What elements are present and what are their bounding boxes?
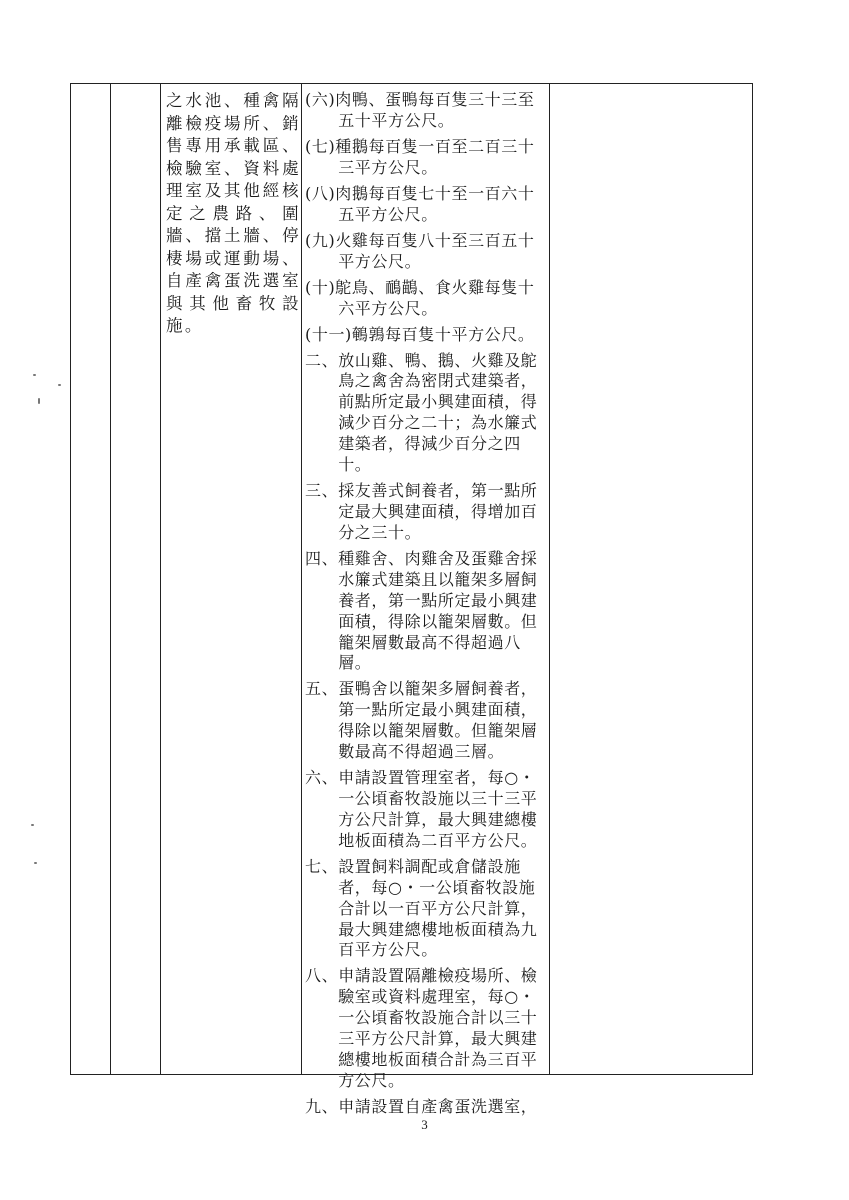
cell-line: 售專用承載區、 xyxy=(166,136,301,155)
regulation-line: 五平方公尺。 xyxy=(305,204,438,224)
regulation-line: 方公尺計算，最大興建總樓 xyxy=(305,809,538,829)
regulation-line: 層。 xyxy=(305,653,372,673)
regulation-line: 六、申請設置管理室者，每○・ xyxy=(305,768,536,788)
regulation-line: 減少百分之二十；為水簾式 xyxy=(305,413,538,433)
regulation-item xyxy=(305,351,553,476)
regulation-line: 水簾式建築且以籠架多層飼 xyxy=(305,569,538,589)
regulation-line: 地板面積為二百平方公尺。 xyxy=(305,830,538,850)
regulation-text-cell xyxy=(305,90,553,1118)
regulation-item xyxy=(305,184,553,226)
regulation-line: 三平方公尺。 xyxy=(305,157,438,177)
regulation-line: 平方公尺。 xyxy=(305,251,422,271)
regulation-item xyxy=(305,90,553,132)
column-divider xyxy=(160,84,161,1074)
regulation-line: (九)火雞每百隻八十至三百五十 xyxy=(305,230,535,250)
regulation-line: 總樓地板面積合計為三百平 xyxy=(305,1050,538,1070)
regulation-line: 最大興建總樓地板面積為九 xyxy=(305,919,538,939)
regulation-item xyxy=(305,481,553,544)
regulation-line: 二、放山雞、鴨、鵝、火雞及鴕 xyxy=(305,350,538,370)
regulation-line: 十。 xyxy=(305,455,372,475)
facility-items-cell xyxy=(166,90,301,338)
scan-speck xyxy=(58,384,61,386)
scan-speck xyxy=(31,824,34,826)
regulation-line: (七)種鵝每百隻一百至二百三十 xyxy=(305,136,535,156)
scan-speck xyxy=(38,398,40,404)
regulation-line: 百平方公尺。 xyxy=(305,940,438,960)
regulation-item xyxy=(305,857,553,962)
regulation-line: (八)肉鵝每百隻七十至一百六十 xyxy=(305,183,535,203)
cell-line: 自產禽蛋洗選室 xyxy=(166,271,301,290)
regulation-line: (十)鴕鳥、鴯鶓、食火雞每隻十 xyxy=(305,277,535,297)
regulation-line: 前點所定最小興建面積，得 xyxy=(305,392,538,412)
regulation-line: 鳥之禽舍為密閉式建築者， xyxy=(305,371,538,391)
regulation-line: 五十平方公尺。 xyxy=(305,110,455,130)
regulation-line: (六)肉鴨、蛋鴨每百隻三十三至 xyxy=(305,90,535,109)
regulation-line: 籠架層數最高不得超過八 xyxy=(305,632,521,652)
cell-line: 離檢疫場所、銷 xyxy=(166,113,301,133)
regulation-item xyxy=(305,679,553,763)
regulation-line: 九、申請設置自產禽蛋洗選室， xyxy=(305,1097,538,1116)
regulation-line: 數最高不得超過三層。 xyxy=(305,742,505,762)
regulation-line: 方公尺。 xyxy=(305,1071,405,1090)
cell-line: 檢驗室、資料處 xyxy=(166,158,301,178)
regulation-line: 五、蛋鴨舍以籠架多層飼養者， xyxy=(305,679,538,699)
regulation-line: 定最大興建面積，得增加百 xyxy=(305,501,538,521)
regulation-item xyxy=(305,768,553,852)
regulation-line: 驗室或資料處理室，每○・ xyxy=(305,987,536,1007)
page-number: 3 xyxy=(421,1117,428,1132)
regulation-item xyxy=(305,325,553,346)
regulation-item xyxy=(305,137,553,179)
scan-speck xyxy=(34,862,37,864)
regulation-table xyxy=(70,83,753,1116)
regulation-line: 分之三十。 xyxy=(305,522,422,542)
regulation-item xyxy=(305,231,553,273)
regulation-line: 一公頃畜牧設施合計以三十 xyxy=(305,1008,538,1028)
scan-speck xyxy=(33,374,36,376)
regulation-line: 合計以一百平方公尺計算， xyxy=(305,898,538,918)
regulation-line: 第一點所定最小興建面積， xyxy=(305,700,538,720)
regulation-item xyxy=(305,966,553,1091)
cell-line: 理室及其他經核 xyxy=(166,181,301,200)
regulation-line: 建築者，得減少百分之四 xyxy=(305,434,521,454)
column-divider xyxy=(110,84,111,1074)
regulation-line: 面積，得除以籠架層數。但 xyxy=(305,611,538,631)
cell-line: 與其他畜牧設 xyxy=(166,293,301,313)
cell-line: 之水池、種禽隔 xyxy=(166,91,301,110)
regulation-line: 八、申請設置隔離檢疫場所、檢 xyxy=(305,966,538,986)
cell-line: 棲場或運動場、 xyxy=(166,248,301,268)
regulation-line: 七、設置飼料調配或倉儲設施 xyxy=(305,856,521,876)
cell-line: 牆、擋土牆、停 xyxy=(166,226,301,245)
regulation-line: 者，每○・一公頃畜牧設施 xyxy=(305,877,536,897)
cell-line: 施。 xyxy=(166,316,204,335)
regulation-line: 三平方公尺計算，最大興建 xyxy=(305,1029,538,1049)
regulation-line: 四、種雞舍、肉雞舍及蛋雞舍採 xyxy=(305,548,538,568)
regulation-line: 六平方公尺。 xyxy=(305,298,438,318)
regulation-item xyxy=(305,1097,553,1118)
regulation-line: 一公頃畜牧設施以三十三平 xyxy=(305,789,538,809)
regulation-item xyxy=(305,549,553,674)
column-divider xyxy=(301,84,302,1074)
cell-line: 定之農路、圍 xyxy=(166,203,301,223)
regulation-line: (十一)鵪鶉每百隻十平方公尺。 xyxy=(305,324,535,344)
regulation-line: 得除以籠架層數。但籠架層 xyxy=(305,721,538,741)
regulation-item xyxy=(305,278,553,320)
regulation-line: 三、採友善式飼養者，第一點所 xyxy=(305,481,538,501)
regulation-line: 養者，第一點所定最小興建 xyxy=(305,590,538,610)
